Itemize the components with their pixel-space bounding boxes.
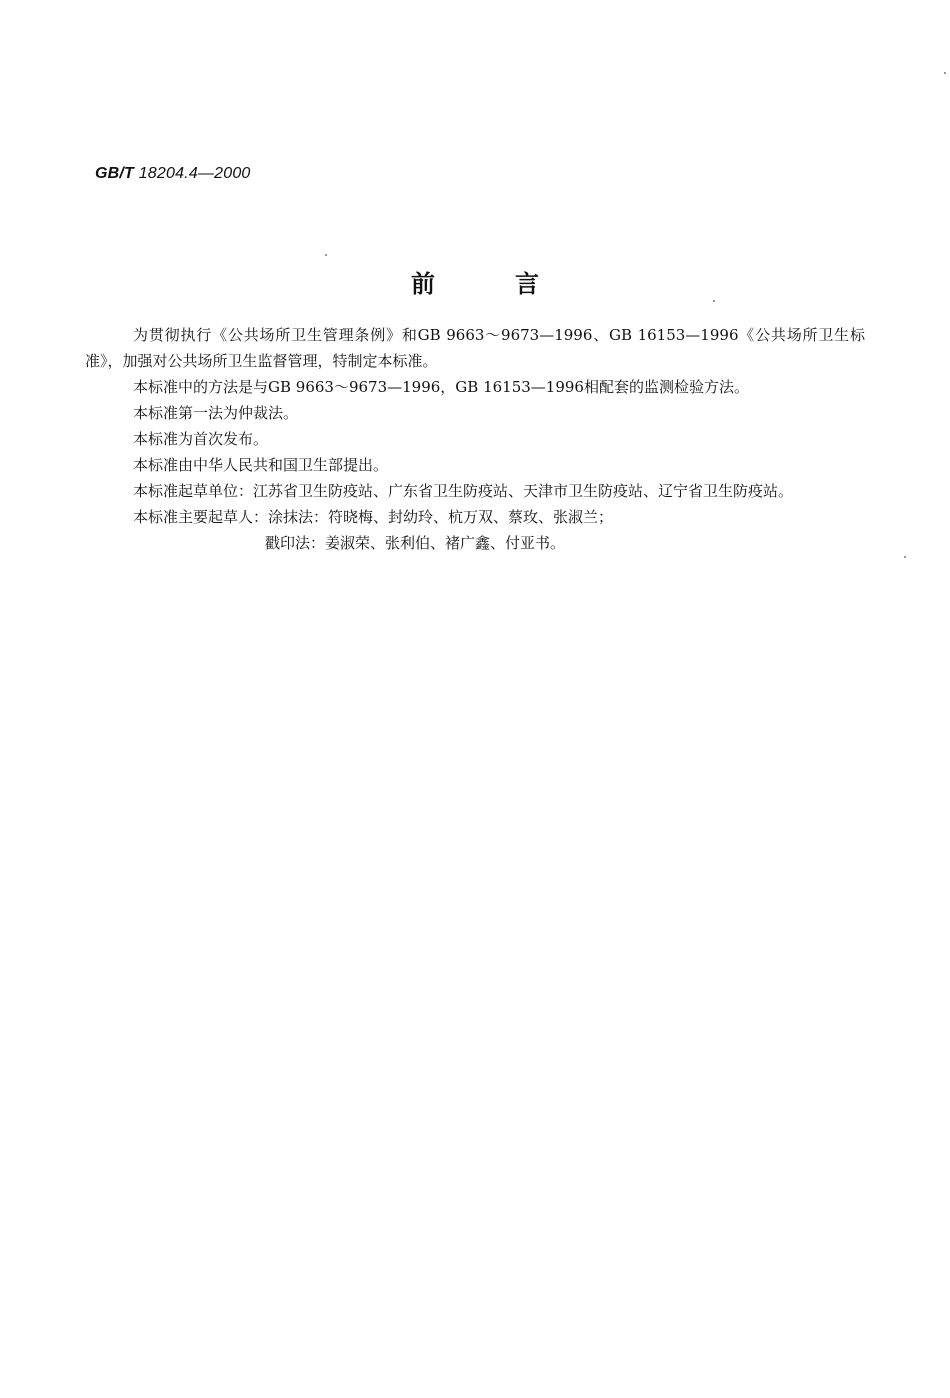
paragraph-purpose: 为贯彻执行《公共场所卫生管理条例》和GB 9663～9673—1996、GB 16153—1996《公共场所卫生标准》，加强对公共场所卫生监督管理，特制定本标准。 (85, 326, 865, 370)
standard-number: 18204.4—2000 (138, 165, 251, 182)
scan-speck (904, 556, 906, 558)
paragraph-drafting-units: 本标准起草单位：江苏省卫生防疫站、广东省卫生防疫站、天津市卫生防疫站、辽宁省卫生防疫站。 (133, 482, 794, 500)
scan-speck (325, 254, 327, 256)
paragraph-proposer: 本标准由中华人民共和国卫生部提出。 (133, 456, 389, 474)
page-title: 前言 (411, 269, 619, 298)
paragraph-drafters-continued: 戳印法：姜淑荣、张利伯、褚广鑫、付亚书。 (265, 534, 566, 552)
paragraph-drafters: 本标准主要起草人：涂抹法：符晓梅、封幼玲、杭万双、蔡玫、张淑兰； (133, 508, 614, 526)
scan-speck (944, 72, 946, 74)
paragraph-arbitration: 本标准第一法为仲裁法。 (133, 404, 299, 422)
standard-code (95, 165, 251, 183)
paragraph-first-release: 本标准为首次发布。 (133, 430, 269, 448)
standard-prefix: GB/T (95, 165, 135, 182)
scan-speck (713, 300, 715, 302)
paragraph-methods: 本标准中的方法是与GB 9663～9673—1996，GB 16153—1996相配套的监测检验方法。 (133, 378, 749, 396)
foreword-body (85, 322, 865, 556)
